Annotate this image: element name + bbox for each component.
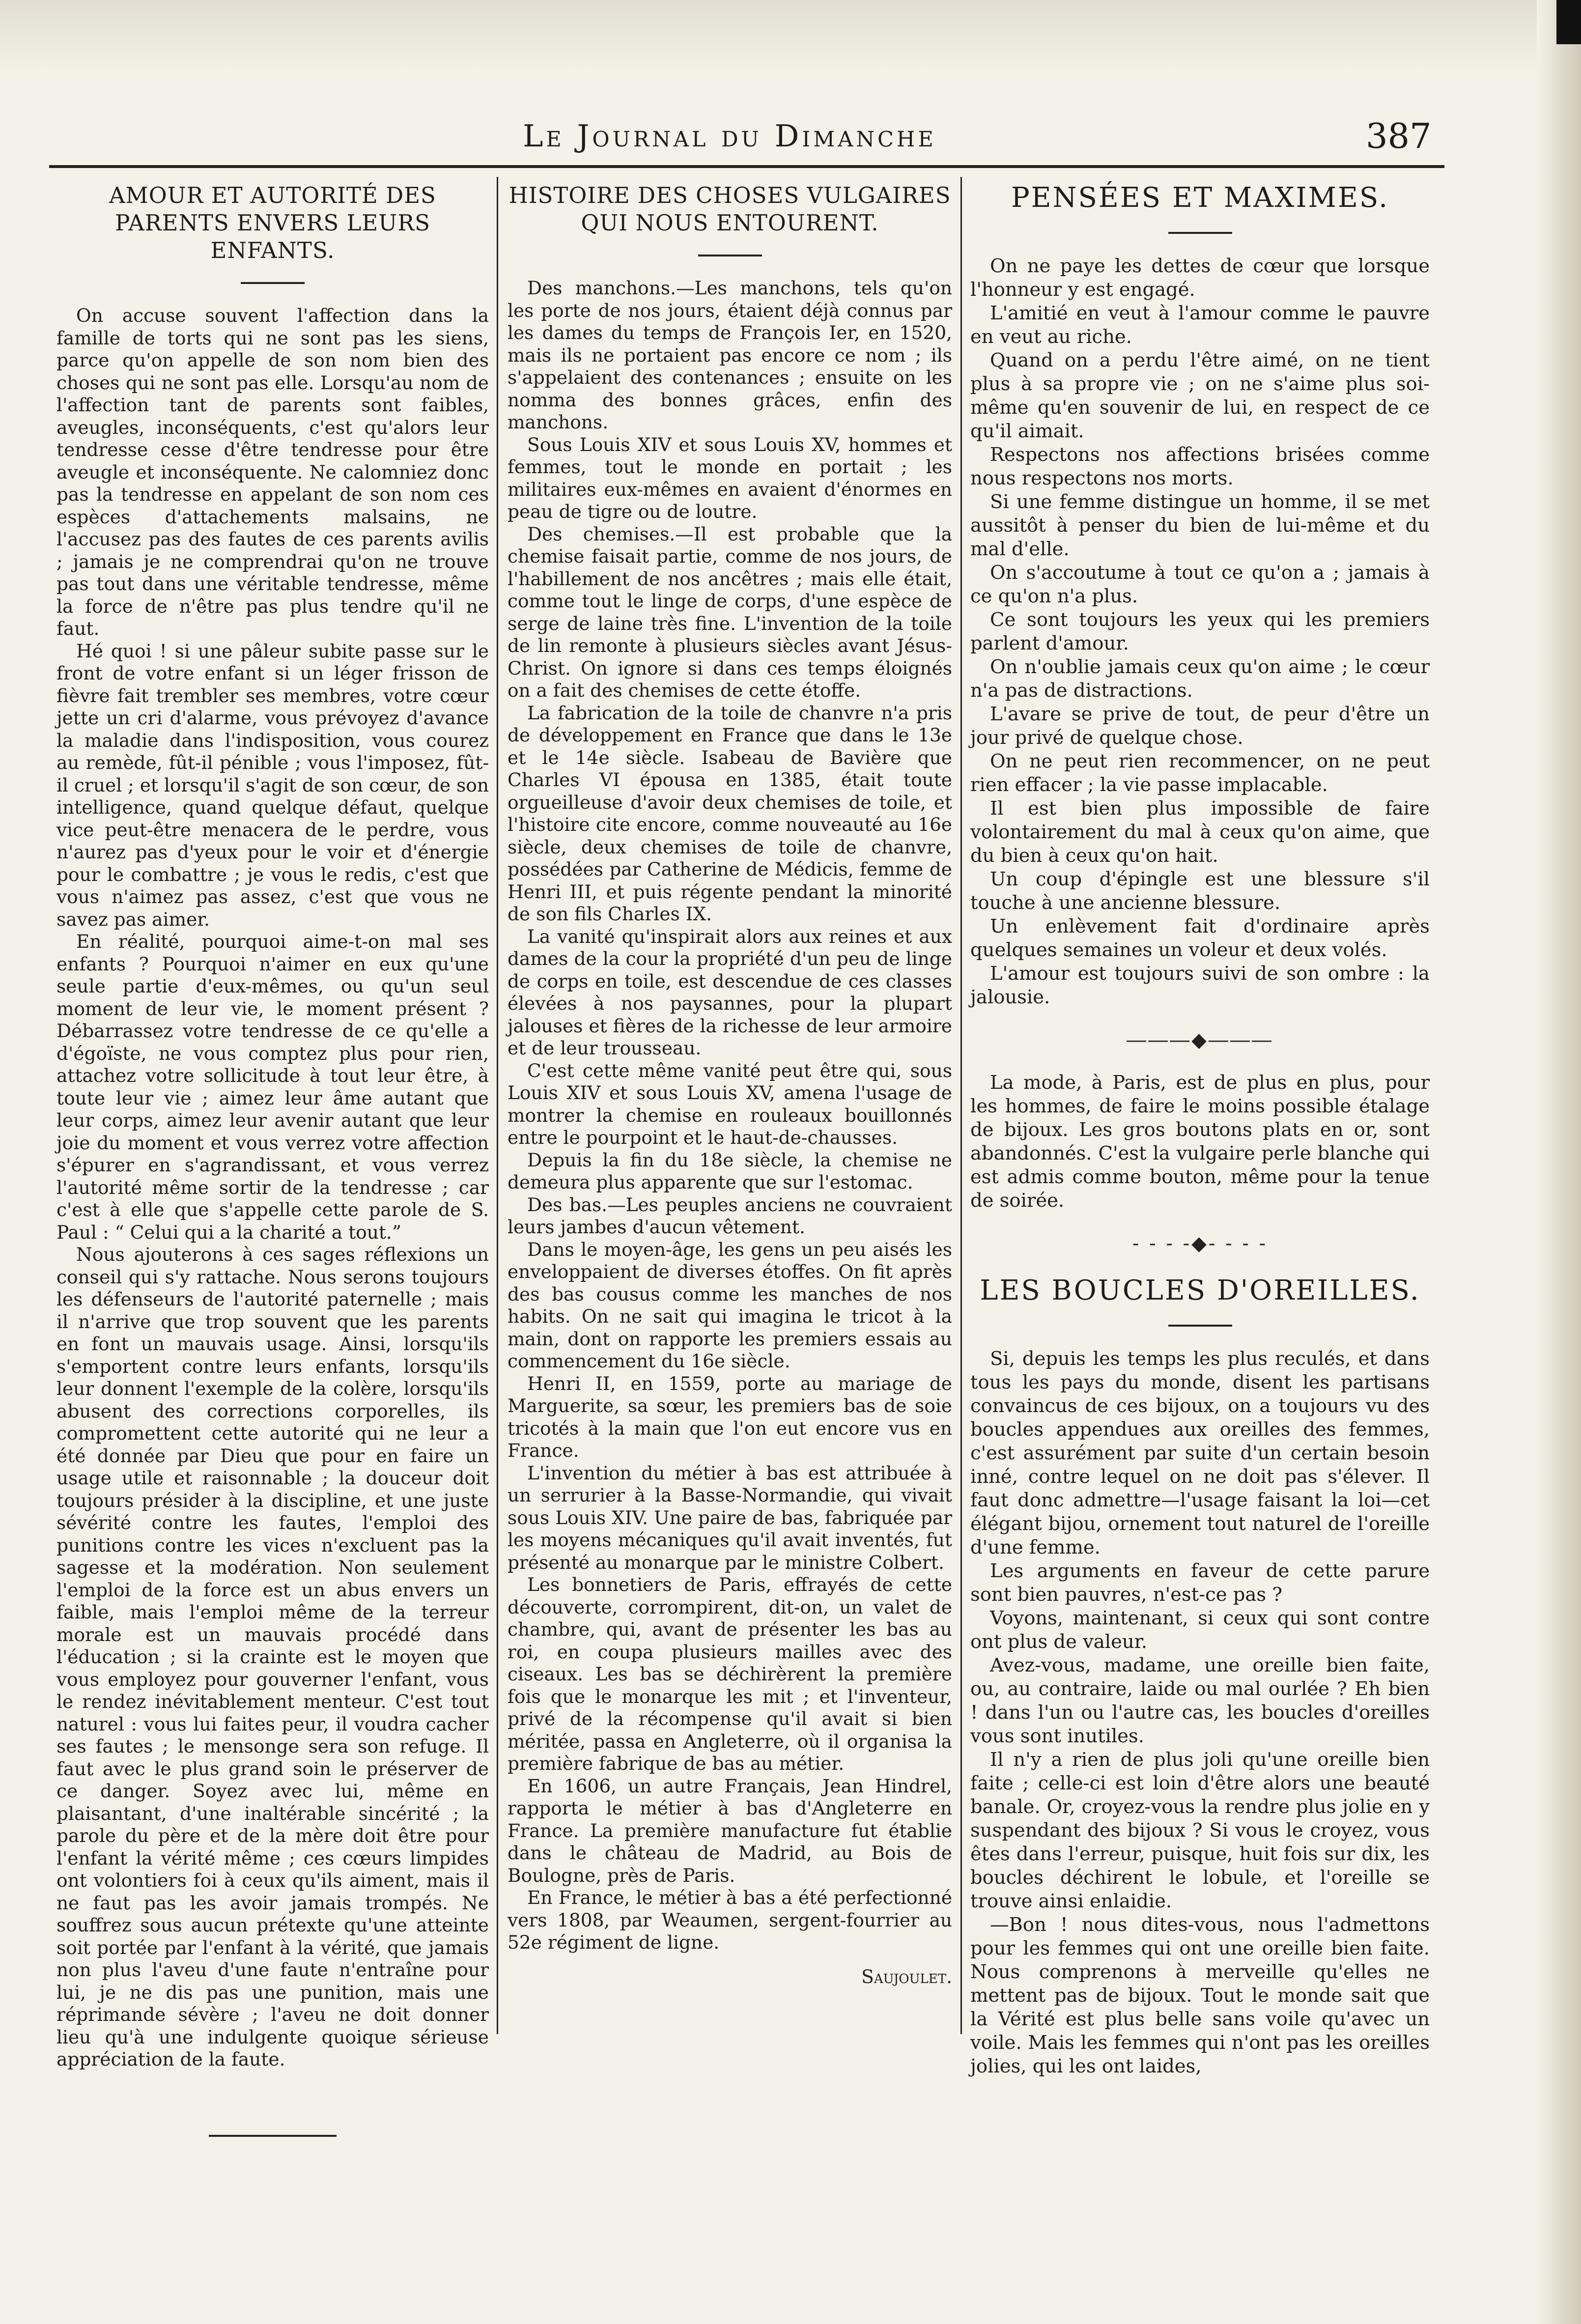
paragraph: On accuse souvent l'affection dans la famille de torts qui ne sont pas les siens, parce qu'on appelle de son nom bien des choses qui ne sont pas elle. Lorsqu'au nom de l'affection tant de parents sont faibles, aveugles, inconséquents, c'est qu'alors leur tendresse cesse d'être tendresse pour être aveugle et inconséquente. Ne calomniez donc pas la tendresse en appelant de son nom ces espèces d'attachements malsains, ne l'accusez pas des fautes de ces parents avilis ; jamais je ne comprendrai qu'on ne trouve pas tout dans une véritable tendresse, même la force de n'être pas plus tendre qu'il ne faut. <box>56 305 489 639</box>
paragraph: Voyons, maintenant, si ceux qui sont contre ont plus de valeur. <box>970 1607 1430 1653</box>
header-rule <box>49 165 1444 168</box>
title-rule <box>241 282 305 284</box>
maxim: Quand on a perdu l'être aimé, on ne tient plus à sa propre vie ; on ne s'aime plus soi-même qu'en souvenir de lui, en respect de ce qu'il aimait. <box>970 349 1430 442</box>
maxim: On s'accoutume à tout ce qu'on a ; jamais à ce qu'on n'a plus. <box>970 562 1430 607</box>
section-title: LES BOUCLES D'OREILLES. <box>980 1275 1420 1306</box>
scan-corner-mark <box>1556 0 1581 44</box>
maxim: Il est bien plus impossible de faire volontairement du mal à ceux qu'on aime, que du bien à ceux qu'on hait. <box>970 797 1430 867</box>
paragraph: Les arguments en faveur de cette parure sont bien pauvres, n'est-ce pas ? <box>970 1560 1430 1606</box>
paragraph: Des bas.—Les peuples anciens ne couvraient leurs jambes d'aucun vêtement. <box>508 1193 952 1238</box>
paragraph: Avez-vous, madame, une oreille bien faite, ou, au contraire, laide ou mal ourlée ? Eh bien ! dans l'un ou l'autre cas, les boucles d'oreilles vous sont inutiles. <box>970 1654 1430 1747</box>
maxim: L'amour est toujours suivi de son ombre : la jalousie. <box>970 963 1430 1008</box>
section-title: PENSÉES ET MAXIMES. <box>1011 182 1389 214</box>
scan-edge-right <box>1537 0 1581 2324</box>
paragraph: L'invention du métier à bas est attribuée à un serrurier à la Basse-Normandie, qui vivait sous Louis XIV. Une paire de bas, fabriquée par les moyens mécaniques qu'il avait inventés, fut présenté au monarque par le ministre Colbert. <box>508 1462 952 1573</box>
paragraph: C'est cette même vanité peut être qui, sous Louis XIV et sous Louis XV, amena l'usage de montrer la chemise en rouleaux bouillonnés entre le pourpoint et le haut-de-chausses. <box>508 1059 952 1148</box>
maxim: Un coup d'épingle est une blessure s'il touche à une ancienne blessure. <box>970 868 1430 914</box>
paragraph: La vanité qu'inspirait alors aux reines et aux dames de la cour la propriété d'un peu de linge de corps en toile, est descendue de ces classes élevées à nos paysannes, pour la plupart jalouses et fières de la richesse de leur armoire et de leur trousseau. <box>508 925 952 1059</box>
paragraph: —Bon ! nous dites-vous, nous l'admettons pour les femmes qui ont une oreille bien faite. Nous comprenons à merveille qu'elles ne mettent pas de bijoux. Tout le monde sait que la Vérité est plus belle sans voile qu'avec un voile. Mais les femmes qui n'ont pas les oreilles jolies, qui les ont laides, <box>970 1914 1430 2077</box>
paragraph: Les bonnetiers de Paris, effrayés de cette découverte, corrompirent, dit-on, un valet de chambre, qui, avant de présenter les bas au roi, en coupa plusieurs mailles avec des ciseaux. Les bas se déchirèrent la première fois que le monarque les mit ; et l'inventeur, privé de la récompense qu'il avait si bien méritée, passa en Angleterre, où il organisa la première fabrique de bas au métier. <box>508 1574 952 1774</box>
maxim: Si une femme distingue un homme, il se met aussitôt à penser du bien de lui-même et du mal d'elle. <box>970 491 1430 560</box>
article-title: AMOUR ET AUTORITÉ DES PARENTS ENVERS LEURS ENFANTS. <box>109 182 436 263</box>
paragraph: En 1606, un autre Français, Jean Hindrel, rapporta le métier à bas d'Angleterre en France. La première manufacture fut établie dans le château de Madrid, au Bois de Boulogne, près de Paris. <box>508 1775 952 1886</box>
paragraph: Sous Louis XIV et sous Louis XV, hommes et femmes, tout le monde en portait ; les militaires eux-mêmes en avaient d'énormes en peau de tigre ou de loutre. <box>508 433 952 522</box>
maxim: Ce sont toujours les yeux qui les premiers parlent d'amour. <box>970 609 1430 654</box>
article-title: HISTOIRE DES CHOSES VULGAIRES QUI NOUS ENTOURENT. <box>508 182 951 236</box>
ornament-divider: - - - -◆- - - - <box>1132 1232 1268 1255</box>
paragraph: Hé quoi ! si une pâleur subite passe sur le front de votre enfant si un léger frisson de fièvre fait trembler ses membres, votre cœur jette un cri d'alarme, vous prévoyez d'avance la maladie dans l'indisposition, vous courez au remède, fût-il pénible ; vous l'imposez, fût-il cruel ; et lorsqu'il s'agit de son cœur, de son intelligence, quand quelque défaut, quelque vice peut-être menacera de le perdre, vous n'aurez pas d'yeux pour le voir et d'énergie pour le combattre ; je vous le redis, c'est que vous n'aimez pas assez, c'est que vous ne savez pas aimer. <box>56 640 489 930</box>
paragraph: En réalité, pourquoi aime-t-on mal ses enfants ? Pourquoi n'aimer en eux qu'une seule partie d'eux-mêmes, ou qu'un seul moment de leur vie, le moment présent ? Débarrassez votre tendresse de ce qu'elle a d'égoïste, ne vous comptez plus pour rien, attachez votre sollicitude à tout leur être, à toute leur vie ; aimez leur âme autant que leur corps, aimez leur avenir autant que leur joie du moment et vous verrez votre affection s'épurer en s'agrandissant, et vous verrez l'autorité même sortir de la tendresse ; car c'est à elle que s'appelle cette parole de S. Paul : “ Celui qui a la charité a tout.” <box>56 931 489 1243</box>
column-article-amour <box>56 182 489 2137</box>
maxim: L'avare se prive de tout, de peur d'être un jour privé de quelque chose. <box>970 703 1430 749</box>
paragraph: Des manchons.—Les manchons, tels qu'on les porte de nos jours, étaient déjà connus par les dames du temps de François Ier, en 1520, mais ils ne portaient pas encore ce nom ; ils s'appelaient des contenances ; ensuite on les nomma des bonnes grâces, enfin des manchons. <box>508 277 952 433</box>
scan-edge-top <box>0 0 1581 74</box>
end-rule <box>209 2135 337 2137</box>
title-rule <box>1168 232 1232 234</box>
maxim: Un enlèvement fait d'ordinaire après quelques semaines un voleur et deux volés. <box>970 915 1430 961</box>
maxim: Respectons nos affections brisées comme nous respectons nos morts. <box>970 444 1430 489</box>
title-rule <box>1168 1325 1232 1327</box>
paragraph: Si, depuis les temps les plus reculés, et dans tous les pays du monde, disent les partisans convaincus de ces bijoux, on a toujours vu des boucles appendues aux oreilles des femmes, c'est assurément par suite d'un certain besoin inné, contre lequel on ne doit pas s'élever. Il faut donc admettre—l'usage faisant la loi—cet élégant bijou, ornement tout naturel de l'oreille d'une femme. <box>970 1348 1430 1559</box>
fashion-note: La mode, à Paris, est de plus en plus, pour les hommes, de faire le moins possible étalage de bijoux. Les gros boutons plats en or, sont abandonnés. C'est la vulgaire perle blanche qui est admis comme bouton, même pour la tenue de soirée. <box>970 1072 1430 1212</box>
paragraph: Nous ajouterons à ces sages réflexions un conseil qui s'y rattache. Nous serons toujours les défenseurs de l'autorité paternelle ; mais il n'arrive que trop souvent que les parents en font un mauvais usage. Ainsi, lorsqu'ils s'emportent contre leurs enfants, lorsqu'ils leur donnent l'exemple de la colère, lorsqu'ils abusent des corrections corporelles, ils compromettent cette autorité qui ne leur a été donnée par Dieu que pour en faire un usage utile et raisonnable ; la douceur doit toujours présider à la discipline, et une juste sévérité contre les fautes, l'emploi des punitions contre les vices n'excluent pas la sagesse et la modération. Non seulement l'emploi de la force est un abus envers un faible, mais l'emploi même de la terreur morale est un mauvais procédé dans l'éducation ; si la crainte est le moyen que vous employez pour gouverner l'enfant, vous le rendez inévitablement menteur. C'est tout naturel : vous lui faites peur, il voudra cacher ses fautes ; le mensonge sera son refuge. Il faut avec le plus grand soin le préserver de ce danger. Soyez avec lui, même en plaisantant, d'une inaltérable sincérité ; la parole du père et de la mère doit être pour l'enfant la vérité même ; ces cœurs limpides ont volontiers foi à ceux qu'ils aiment, mais il ne faut pas les avoir jamais trompés. Ne souffrez sous aucun prétexte qu'une atteinte soit portée par l'enfant à la vérité, que jamais non plus l'aveu d'une faute n'entraîne pour lui, je ne dis pas une punition, mais une réprimande sévère ; l'aveu ne doit donner lieu qu'à une indulgente quoique sérieuse appréciation de la faute. <box>56 1244 489 2070</box>
paragraph: Il n'y a rien de plus joli qu'une oreille bien faite ; celle-ci est loin d'être alors une beauté banale. Or, croyez-vous la rendre plus jolie en y suspendant des bijoux ? Si vous le croyez, vous êtes dans l'erreur, puisque, huit fois sur dix, les boucles déchirent le lobule, et l'oreille se trouve ainsi enlaidie. <box>970 1749 1430 1912</box>
column-pensees <box>970 182 1430 2078</box>
maxim: On ne paye les dettes de cœur que lorsque l'honneur y est engagé. <box>970 255 1430 301</box>
paragraph: Dans le moyen-âge, les gens un peu aisés les enveloppaient de diverses étoffes. On fit après des bas cousus comme les manches de nos habits. On ne sait qui imagina le tricot à la main, dont on rapporte les premiers essais au commencement du 16e siècle. <box>508 1238 952 1372</box>
paragraph: Des chemises.—Il est probable que la chemise faisait partie, comme de nos jours, de l'habillement de nos ancêtres ; mais elle était, comme tout le linge de corps, d'une espèce de serge de laine très fine. L'invention de la toile de lin remonte à plusieurs siècles avant Jésus-Christ. On ignore si dans ces temps éloignés on a fait des chemises de cette étoffe. <box>508 523 952 701</box>
paragraph: En France, le métier à bas a été perfectionné vers 1808, par Weaumen, sergent-fourrier au 52e régiment de ligne. <box>508 1887 952 1953</box>
maxim: L'amitié en veut à l'amour comme le pauvre en veut au riche. <box>970 302 1430 348</box>
column-article-histoire <box>508 182 952 1988</box>
author-signature: Saujoulet. <box>861 1965 952 1987</box>
masthead: Le Journal du Dimanche <box>523 118 936 154</box>
maxim: On ne peut rien recommencer, on ne peut rien effacer ; la vie passe implacable. <box>970 750 1430 796</box>
column-divider-2 <box>960 177 962 2034</box>
page-number: 387 <box>1366 116 1432 156</box>
maxim: On n'oublie jamais ceux qu'on aime ; le cœur n'a pas de distractions. <box>970 656 1430 702</box>
paragraph: Henri II, en 1559, porte au mariage de Marguerite, sa sœur, les premiers bas de soie tricotés à la main que l'on eut encore vus en France. <box>508 1372 952 1461</box>
paragraph: Depuis la fin du 18e siècle, la chemise ne demeura plus apparente que sur l'estomac. <box>508 1149 952 1193</box>
ornament-divider: ―――◆――― <box>1127 1029 1273 1051</box>
column-divider-1 <box>497 177 498 2034</box>
title-rule <box>698 255 762 256</box>
paragraph: La fabrication de la toile de chanvre n'a pris de développement en France que dans le 13e et le 14e siècle. Isabeau de Bavière que Charles VI épousa en 1385, était toute orgueilleuse d'avoir deux chemises de toile, et l'histoire cite encore, comme nouveauté au 16e siècle, deux chemises de toile de chanvre, possédées par Catherine de Médicis, femme de Henri III, et puis régente pendant la minorité de son fils Charles IX. <box>508 702 952 925</box>
